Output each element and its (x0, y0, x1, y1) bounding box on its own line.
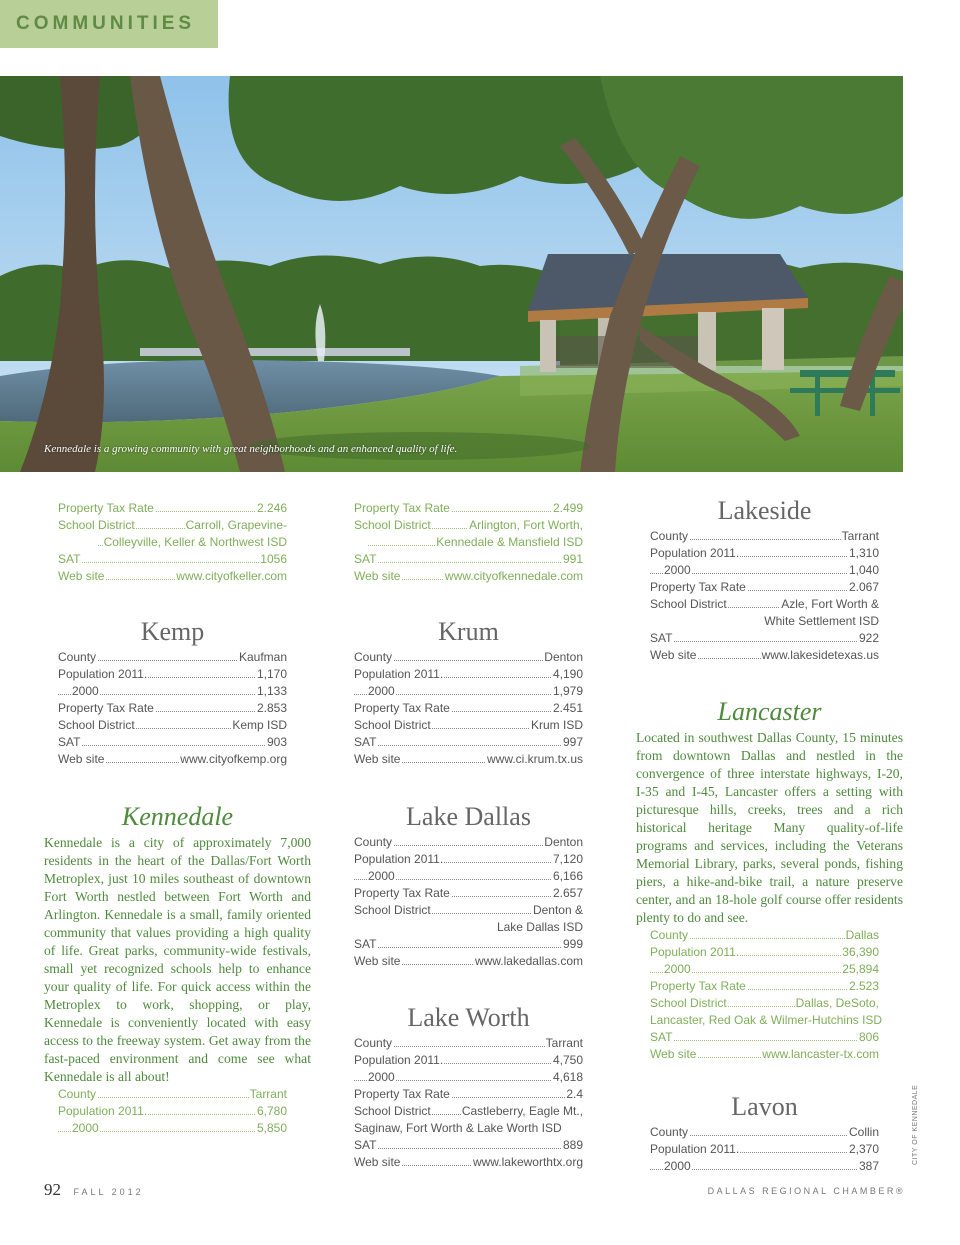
stat-row: 2000 1,979 (354, 683, 583, 700)
stat-row: 2000 5,850 (58, 1120, 287, 1137)
stat-row: Population 2011. 36,390 (650, 945, 879, 959)
stat-row: 2000 387 (650, 1158, 879, 1175)
stat-row: 2000 4,618 (354, 1069, 583, 1086)
stat-row: School District Arlington, Fort Worth, (354, 518, 583, 532)
city-heading: Lancaster (717, 697, 822, 726)
photo-credit (912, 1084, 926, 1165)
stat-row: School District Krum ISD (354, 718, 583, 732)
stat-row: Web site www.lakedallas.com (354, 954, 583, 968)
stat-row: County Tarrant (650, 529, 879, 543)
stat-row: Web site www.cityofkemp.org (58, 752, 287, 766)
stat-row: SAT 889 (354, 1138, 583, 1152)
footer-left (44, 1180, 144, 1200)
stat-row: County Collin (650, 1125, 879, 1139)
stat-row: Colleyville, Keller & Northwest ISD (58, 534, 287, 551)
stat-continuation: Lake Dallas ISD (496, 920, 583, 934)
photo-caption: Kennedale is a growing community with great neighborhoods and an enhanced quality of life. (44, 443, 458, 455)
stat-row: SAT 991 (354, 552, 583, 566)
stat-row: Property Tax Rate 2.853 (58, 701, 287, 715)
stat-row: Web site www.cityofkennedale.com (354, 569, 583, 583)
stat-row: Population 2011. 2,370 (650, 1142, 879, 1156)
stat-row: Web site www.lakeworthtx.org (354, 1155, 583, 1169)
stat-row: 2000 6,166 (354, 868, 583, 885)
issue-label: FALL 2012 (73, 1187, 144, 1197)
city-heading: Krum (438, 617, 499, 646)
stat-row: School District Castleberry, Eagle Mt., (354, 1104, 583, 1118)
stat-row: Population 2011. 4,750 (354, 1053, 583, 1067)
stat-row: Property Tax Rate 2.4 (354, 1087, 583, 1101)
section-tab (0, 0, 218, 48)
stat-row: School District Kemp ISD (58, 718, 287, 732)
stat-row: Property Tax Rate 2.451 (354, 701, 583, 715)
stat-row: Population 2011. 4,190 (354, 667, 583, 681)
stat-row: Property Tax Rate 2.523 (650, 979, 879, 993)
stat-row: SAT 997 (354, 735, 583, 749)
stat-row: Property Tax Rate 2.499 (354, 501, 583, 515)
stat-row: Property Tax Rate 2.657 (354, 886, 583, 900)
stat-row: Population 2011. 1,170 (58, 667, 287, 681)
stat-row: SAT 922 (650, 631, 879, 645)
stat-row: SAT 903 (58, 735, 287, 749)
stat-row: School District Denton & (354, 903, 583, 917)
stat-row: Property Tax Rate 2.246 (58, 501, 287, 515)
city-heading: Kemp (140, 617, 205, 646)
stat-row: County Tarrant (58, 1087, 287, 1101)
stat-row: School District Dallas, DeSoto, (650, 996, 879, 1010)
kennedale-park-photo (0, 76, 903, 472)
stat-row: 2000 1,133 (58, 683, 287, 700)
stat-row: 2000 1,040 (650, 562, 879, 579)
stat-row: Web site www.lancaster-tx.com (650, 1047, 879, 1061)
stat-row: SAT 806 (650, 1030, 879, 1044)
publisher-label: DALLAS REGIONAL CHAMBER® (707, 1186, 905, 1196)
stat-row: Kennedale & Mansfield ISD (354, 534, 583, 551)
stat-continuation: Lancaster, Red Oak & Wilmer-Hutchins ISD (650, 1013, 883, 1027)
krum-section (354, 615, 583, 768)
lavon-section (650, 1090, 879, 1175)
keller-stats-continued (58, 500, 287, 585)
kennedale-stats-continued (354, 500, 583, 585)
stat-row: County Dallas (650, 928, 879, 942)
stat-row: Property Tax Rate 2.067 (650, 580, 879, 594)
city-heading: Kennedale (121, 802, 234, 831)
stat-row: Web site www.cityofkeller.com (58, 569, 287, 583)
stat-row: Web site www.lakesidetexas.us (650, 648, 879, 662)
stat-row: County Denton (354, 650, 583, 664)
stat-row: Web site www.ci.krum.tx.us (354, 752, 583, 766)
stat-row: School District Azle, Fort Worth & (650, 597, 879, 611)
city-heading: Lakeside (717, 496, 812, 525)
stat-continuation: White Settlement ISD (764, 614, 879, 628)
stat-row: SAT 1056 (58, 552, 287, 566)
section-title: COMMUNITIES (16, 13, 196, 34)
stat-row: SAT 999 (354, 937, 583, 951)
stat-row: County Tarrant (354, 1036, 583, 1050)
city-heading: Lake Worth (407, 1003, 530, 1032)
stat-row: Population 2011. 1,310 (650, 546, 879, 560)
stat-row: Population 2011. 6,780 (58, 1104, 287, 1118)
lake-worth-section (354, 1001, 583, 1171)
stat-row: County Denton (354, 835, 583, 849)
lakeside-section (650, 494, 879, 664)
city-heading: Lake Dallas (406, 802, 531, 831)
city-heading: Lavon (731, 1092, 798, 1121)
lancaster-description: Located in southwest Dallas County, 15 minutes from downtown Dallas and nestled in the convergence of three interstate highways, I-20, I-35 and I-45, Lancaster offers a setting with picturesque hills, creeks, trees and a rich historical heritage Many quality-of-life programs and services, including the Veterans Memorial Library, parks, several ponds, fishing piers, a hike-and-bike trail, a nature preserve center, and an 18-hole golf course offer residents plenty to do and see. (636, 730, 903, 925)
kennedale-description: Kennedale is a city of approximately 7,000 residents in the heart of the Dallas/Fort Worth Metroplex, just 10 miles southeast of downtown Fort Worth nestled between Fort Worth and Arlington. Kennedale is a small, family oriented community that values providing a high quality of life. Great parks, community-wide festivals, small yet recognized schools help to enhance your quality of life. For quick access within the Metroplex to work, shopping, or play, Kennedale is conveniently located with easy access to the freeway system. Get away from the fast-paced environment and come see what Kennedale is all about! (44, 835, 311, 1084)
stat-row: County Kaufman (58, 650, 287, 664)
lancaster-section (636, 695, 903, 1063)
stat-row: Population 2011. 7,120 (354, 852, 583, 866)
kemp-section (58, 615, 287, 768)
kennedale-section (44, 800, 311, 1137)
page-number: 92 (44, 1180, 61, 1199)
photo-credit-text: CITY OF KENNEDALE (912, 1084, 919, 1165)
lake-dallas-section (354, 800, 583, 970)
stat-row: 2000 25,894 (650, 961, 879, 978)
stat-row: School District Carroll, Grapevine- (58, 518, 287, 532)
stat-continuation: Saginaw, Fort Worth & Lake Worth ISD (354, 1121, 562, 1135)
